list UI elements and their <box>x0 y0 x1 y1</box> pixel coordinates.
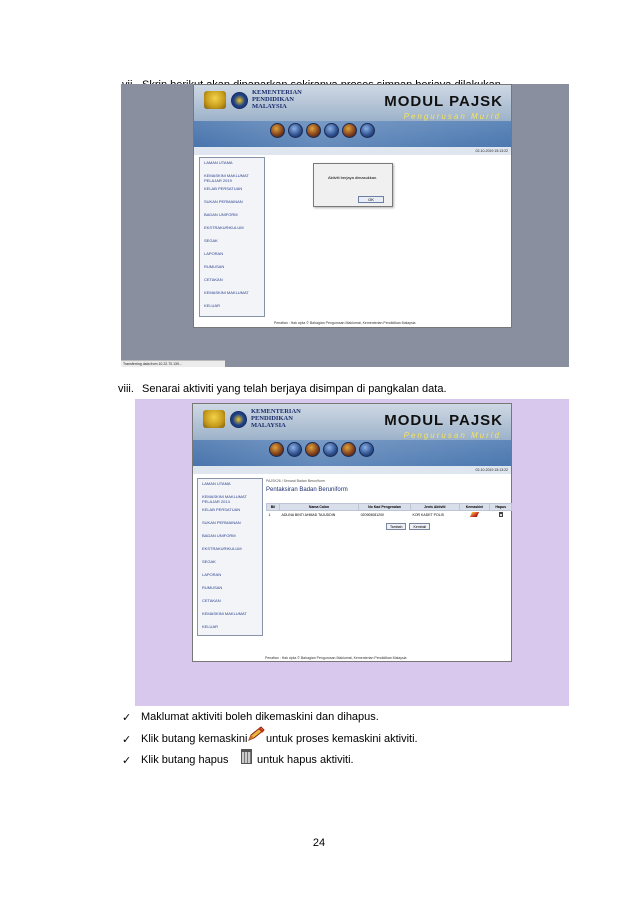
sidebar-item[interactable]: KEMASKINI MAKLUMAT PELAJAR 2019 <box>204 173 249 183</box>
dialog-message: Aktiviti berjaya dimasukkan. <box>328 175 378 180</box>
banner-photos <box>269 442 374 457</box>
screenshot-save-success <box>121 84 569 367</box>
main-content <box>264 478 512 638</box>
sidebar-item[interactable]: KEMASKINI MAKLUMAT <box>204 290 249 295</box>
column-header: No Kad Pengenalan <box>359 504 411 511</box>
edit-pencil-icon <box>247 726 265 742</box>
sidebar-item[interactable]: SUKAN PERMAINAN <box>204 199 243 204</box>
sidebar-menu <box>197 478 263 636</box>
footer-text: Penafian : Hak cipta © Bahagian Pengurusan Maklumat, Kementerian Pendidikan Malaysia <box>274 321 416 325</box>
sidebar-item[interactable]: BADAN UNIFORM <box>202 533 236 538</box>
column-header: Nama Calon <box>279 504 358 511</box>
page-title: Pentaksiran Badan Beruniform <box>266 487 348 493</box>
bullet-text: untuk hapus aktiviti. <box>257 754 354 766</box>
check-icon: ✓ <box>122 755 132 767</box>
step-text: Senarai aktiviti yang telah berjaya disimpan di pangkalan data. <box>142 383 447 395</box>
app-title: MODUL PAJSK <box>384 93 503 110</box>
bullet-text: Klik butang hapus <box>141 754 229 766</box>
sidebar-item[interactable]: SEGAK <box>204 238 218 243</box>
date-bar: 02-10-2019 15:13:22 <box>193 466 511 474</box>
app-title: MODUL PAJSK <box>384 412 503 429</box>
sidebar-item[interactable]: KEMASKINI MAKLUMAT <box>202 611 247 616</box>
trash-icon[interactable] <box>499 512 503 517</box>
sidebar-item[interactable]: KELUAR <box>202 624 219 629</box>
sidebar-item[interactable]: CETAKAN <box>204 277 223 282</box>
column-header: Bil <box>267 504 280 511</box>
bullet-text: Klik butang kemaskini <box>141 733 248 745</box>
breadcrumb: PAJSK26 / Senarai Badan Beruniform <box>266 479 325 483</box>
cell-bil: 1 <box>268 513 271 517</box>
kpm-logo-icon <box>231 92 248 109</box>
kpm-title: KEMENTERIAN PENDIDIKAN MALAYSIA <box>252 89 302 110</box>
sidebar-item[interactable]: SEGAK <box>202 559 216 564</box>
app-subtitle: Pengurusan Murid <box>403 112 501 121</box>
edit-pencil-icon[interactable] <box>470 512 479 517</box>
sidebar-item[interactable]: LAMAN UTAMA <box>202 481 231 486</box>
column-header: Hapus <box>490 504 512 511</box>
cell-ic: 020905081200 <box>360 513 384 517</box>
sidebar-item[interactable]: KELUAR <box>204 303 221 308</box>
sidebar-item[interactable]: LAMAN UTAMA <box>204 160 233 165</box>
browser-status-bar: Transferring data from 10.22.70.139... <box>121 360 225 367</box>
app-window <box>192 403 512 662</box>
malaysia-crest-icon <box>203 410 225 428</box>
back-button[interactable]: Kembali <box>409 523 430 530</box>
ok-button[interactable]: OK <box>358 196 384 203</box>
sidebar-item[interactable]: RUMUSAN <box>202 585 223 590</box>
sidebar-menu <box>199 157 265 317</box>
banner-photos <box>270 123 375 138</box>
trash-icon <box>241 749 252 764</box>
app-window <box>193 84 512 328</box>
check-icon: ✓ <box>122 734 132 746</box>
date-bar: 02-10-2019 15:13:22 <box>194 147 511 155</box>
sidebar-item[interactable]: SUKAN PERMAINAN <box>202 520 241 525</box>
app-banner <box>193 404 511 466</box>
screenshot-activity-list <box>135 399 569 706</box>
cell-jenis: KOR KADET POLIS <box>412 513 444 517</box>
sidebar-item[interactable]: CETAKAN <box>202 598 221 603</box>
column-header: Kemaskini <box>459 504 490 511</box>
app-banner <box>194 85 511 147</box>
column-header: Jenis Aktiviti <box>411 504 460 511</box>
add-button[interactable]: Tambah <box>386 523 406 530</box>
sidebar-item[interactable]: KELAB PERSATUAN <box>202 507 241 512</box>
sidebar-item[interactable]: LAPORAN <box>204 251 224 256</box>
sidebar-item[interactable]: RUMUSAN <box>204 264 225 269</box>
activity-table <box>266 503 512 519</box>
action-buttons <box>386 523 430 530</box>
page-number: 24 <box>312 837 326 849</box>
malaysia-crest-icon <box>204 91 226 109</box>
sidebar-item[interactable]: LAPORAN <box>202 572 222 577</box>
sidebar-item[interactable]: BADAN UNIFORM <box>204 212 238 217</box>
kpm-logo-icon <box>230 411 247 428</box>
bullet-text: Maklumat aktiviti boleh dikemaskini dan dihapus. <box>141 711 379 723</box>
table-row <box>267 511 512 520</box>
kpm-title: KEMENTERIAN PENDIDIKAN MALAYSIA <box>251 408 301 429</box>
sidebar-item[interactable]: KEMASKINI MAKLUMAT PELAJAR 2014 <box>202 494 247 504</box>
sidebar-item[interactable]: KELAB PERSATUAN <box>204 186 243 191</box>
step-number: viii. <box>118 383 134 395</box>
alert-dialog <box>313 163 393 207</box>
delete-cell <box>490 511 512 520</box>
footer-text: Penafian : Hak cipta © Bahagian Pengurusan Maklumat, Kementerian Pendidikan Malaysia <box>265 656 407 660</box>
app-subtitle: Pengurusan Murid <box>403 431 501 440</box>
cell-nama: ADLINA BINTI AHMAD TAJUDDIN <box>281 513 336 517</box>
sidebar-item[interactable]: EKSTRAKURIKULUM <box>204 225 244 230</box>
sidebar-item[interactable]: EKSTRAKURIKULUM <box>202 546 242 551</box>
check-icon: ✓ <box>122 712 132 724</box>
bullet-text: untuk proses kemaskini aktiviti. <box>266 733 418 745</box>
edit-cell <box>459 511 490 520</box>
